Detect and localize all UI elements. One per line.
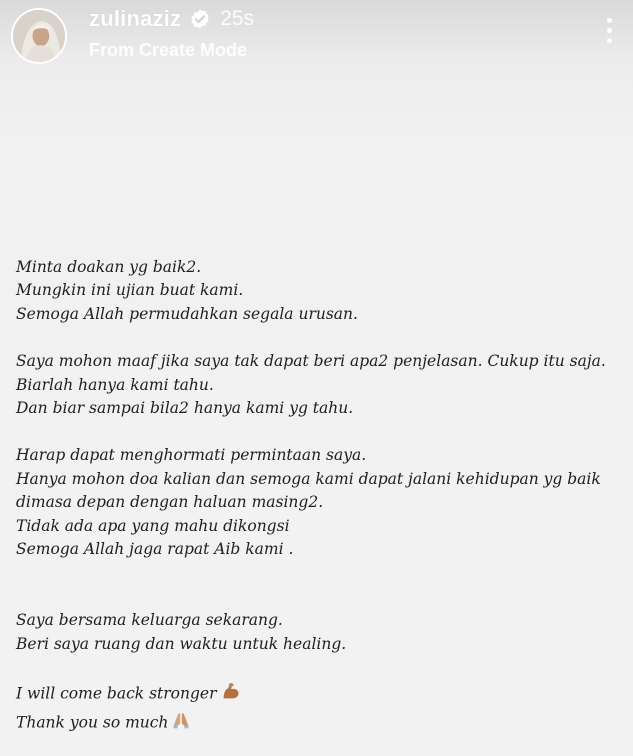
text-line: I will come back stronger — [16, 684, 217, 703]
paragraph — [16, 256, 616, 326]
text-line: Saya bersama keluarga sekarang. — [16, 611, 283, 630]
paragraph — [16, 609, 616, 656]
text-line-thanks — [16, 710, 616, 737]
avatar[interactable] — [11, 8, 67, 64]
text-line: Saya mohon maaf jika saya tak dapat beri apa2 penjelasan. Cukup itu saja. — [16, 352, 606, 371]
text-line: Harap dapat menghormati permintaan saya. — [16, 446, 367, 465]
text-line: Minta doakan yg baik2. — [16, 258, 202, 276]
text-line-stronger — [16, 680, 616, 709]
story-text — [16, 256, 616, 737]
text-line: Tidak ada apa yang mahu dikongsi — [16, 516, 290, 535]
text-line: Thank you so much — [16, 713, 169, 732]
paragraph — [16, 444, 616, 561]
text-line: Hanya mohon doa kalian dan semoga kami dapat jalani kehidupan yg baik — [16, 469, 601, 488]
text-line: Semoga Allah permudahkan segala urusan. — [16, 304, 358, 323]
paragraph — [16, 680, 616, 737]
text-line: Dan biar sampai bila2 hanya kami yg tahu. — [16, 399, 354, 418]
text-line: Mungkin ini ujian buat kami. — [16, 281, 244, 300]
verified-badge-icon — [189, 8, 211, 30]
story-header — [0, 0, 633, 80]
text-line: Biarlah hanya kami tahu. — [16, 375, 214, 394]
text-line: dimasa depan dengan haluan masing2. — [16, 493, 324, 512]
flexed-biceps-icon — [220, 680, 242, 709]
username[interactable]: zulinaziz — [89, 6, 182, 31]
folded-hands-icon — [171, 710, 191, 737]
time-ago: 25s — [220, 7, 255, 30]
more-vertical-icon[interactable] — [599, 18, 619, 48]
text-line: Beri saya ruang dan waktu untuk healing. — [16, 634, 347, 653]
text-line: Semoga Allah jaga rapat Aib kami . — [16, 540, 294, 559]
create-mode-label[interactable]: From Create Mode — [89, 40, 248, 60]
paragraph — [16, 350, 616, 420]
